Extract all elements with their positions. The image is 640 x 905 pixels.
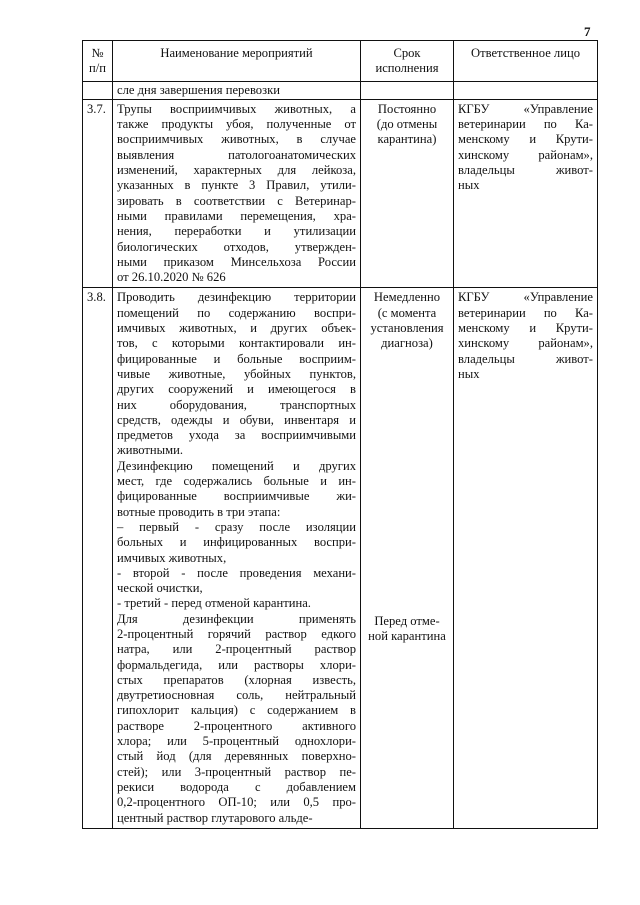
row-term xyxy=(361,288,454,828)
text-line: также продукты убоя, полученные от xyxy=(117,117,356,132)
text-line: вотные проводить в три этапа: xyxy=(117,504,281,519)
header-responsible xyxy=(454,41,598,82)
term-immediate xyxy=(365,290,449,351)
text-line: менскому и Крути- xyxy=(458,321,593,336)
text-line: изменений, характерных для лейкоза, xyxy=(117,163,356,178)
text-line: Дезинфекцию помещений и других xyxy=(117,458,356,473)
text-line: стых препаратов (хлорная известь, xyxy=(117,672,356,687)
text-line: (до отмены xyxy=(376,117,438,132)
text-line: – первый - сразу после изоляции xyxy=(117,519,356,534)
header-term xyxy=(361,41,454,82)
text-line: натра, или 2-процентный раствор xyxy=(117,642,356,657)
text-line: 0,2-процентного ОП-10; или 0,5 про- xyxy=(117,795,356,810)
text-line: карантина) xyxy=(377,132,437,147)
row-measure-text xyxy=(113,99,361,288)
text-line: зировать в соответствии с Ветеринар- xyxy=(117,193,356,208)
text-line: средств, одежды и обуви, инвентаря и xyxy=(117,412,356,427)
text-line: тов, с которыми контактировали ин- xyxy=(117,336,356,351)
text-line: имчивых животных, и других объек- xyxy=(117,321,356,336)
text-line: формальдегида, или растворы хлори- xyxy=(117,657,356,672)
text-line: указанных в пункте 3 Правил, утили- xyxy=(117,178,356,193)
text-line: имчивых животных, xyxy=(117,550,227,565)
text-line: восприимчивых животных, в случае xyxy=(117,132,356,147)
text-line: них оборудования, транспортных xyxy=(117,397,356,412)
text-line: ных xyxy=(458,366,480,381)
header-term-label: Срок исполнения xyxy=(375,46,439,76)
header-num xyxy=(83,41,113,82)
text-line: владельцы живот- xyxy=(458,351,593,366)
text-line: больных и инфицированных воспри- xyxy=(117,535,356,550)
text-line: установления xyxy=(370,321,444,336)
text-line: помещений по содержанию воспри- xyxy=(117,305,356,320)
header-num-label: № п/п xyxy=(89,46,106,76)
text-line: ными приказом Минсельхоза России xyxy=(117,254,356,269)
text-line: хинскому районам», xyxy=(458,336,593,351)
text-line: хлора; или 5-процентный однохлори- xyxy=(117,734,356,749)
text-line: растворе 2-процентного активного xyxy=(117,718,356,733)
continuation-text: сле дня завершения перевозки xyxy=(113,81,361,99)
text-line: ной карантина xyxy=(368,628,446,643)
text-line: рекиси водорода с добавлением xyxy=(117,779,356,794)
text-line: биологических отходов, утвержден- xyxy=(117,239,356,254)
text-line: ными правилами перемещения, хра- xyxy=(117,208,356,223)
continuation-num xyxy=(83,81,113,99)
text-line: Проводить дезинфекцию территории xyxy=(117,290,356,305)
text-line: Перед отме- xyxy=(374,613,440,628)
text-line: от 26.10.2020 № 626 xyxy=(117,270,226,285)
continuation-responsible xyxy=(454,81,598,99)
text-line: других сооружений и имеющегося в xyxy=(117,382,356,397)
text-line: ветеринарии по Ка- xyxy=(458,117,593,132)
row-number: 3.7. xyxy=(83,99,113,288)
text-line: животными. xyxy=(117,443,183,458)
text-line: 2-процентный горячий раствор едкого xyxy=(117,626,356,641)
row-measure-text xyxy=(113,288,361,828)
table-header-row xyxy=(83,41,598,82)
text-line: Трупы восприимчивых животных, а xyxy=(117,101,356,116)
page-number: 7 xyxy=(584,24,591,39)
measures-table xyxy=(82,40,598,829)
text-line: ных xyxy=(458,178,480,193)
term-before-quarantine-lift xyxy=(365,614,449,645)
text-line: мест, где содержались больные и ин- xyxy=(117,474,356,489)
row-number: 3.8. xyxy=(83,288,113,828)
table-row xyxy=(83,99,598,288)
header-name xyxy=(113,41,361,82)
text-line: менскому и Крути- xyxy=(458,132,593,147)
text-line: предметов ухода за восприимчивыми xyxy=(117,428,356,443)
text-line: (с момента xyxy=(377,305,437,320)
text-line: владельцы живот- xyxy=(458,163,593,178)
row-responsible xyxy=(454,288,598,828)
text-line: фицированные восприимчивые жи- xyxy=(117,489,356,504)
header-responsible-label: Ответственное лицо xyxy=(470,46,580,60)
text-line: выявления патологоанатомических xyxy=(117,147,356,162)
row-term xyxy=(361,99,454,288)
text-line: хинскому районам», xyxy=(458,147,593,162)
text-line: Для дезинфекции применять xyxy=(117,611,356,626)
table-row xyxy=(83,288,598,828)
text-line: гипохлорит кальция) с содержанием в xyxy=(117,703,356,718)
text-line: КГБУ «Управление xyxy=(458,101,593,116)
text-line: ветеринарии по Ка- xyxy=(458,305,593,320)
text-line: центный раствор глутарового альде- xyxy=(117,810,313,825)
text-line: чивые животные, убойных пунктов, xyxy=(117,366,356,381)
text-line: фицированные и больные восприим- xyxy=(117,351,356,366)
text-line: двутретиосновная соль, нейтральный xyxy=(117,688,356,703)
text-line: - третий - перед отменой карантина. xyxy=(117,596,311,611)
text-line: ческой очистки, xyxy=(117,581,203,596)
text-line: стей); или 3-процентный раствор пе- xyxy=(117,764,356,779)
text-line: - второй - после проведения механи- xyxy=(117,565,356,580)
text-line: нения, переработки и утилизации xyxy=(117,224,356,239)
text-line: КГБУ «Управление xyxy=(458,290,593,305)
header-name-label: Наименование мероприятий xyxy=(160,46,313,60)
continuation-term xyxy=(361,81,454,99)
row-responsible xyxy=(454,99,598,288)
continuation-row xyxy=(83,81,598,99)
text-line: диагноза) xyxy=(381,336,433,351)
text-line: стый йод (для деревянных поверхно- xyxy=(117,749,356,764)
text-line: Постоянно xyxy=(377,101,437,116)
text-line: Немедленно xyxy=(373,290,441,305)
